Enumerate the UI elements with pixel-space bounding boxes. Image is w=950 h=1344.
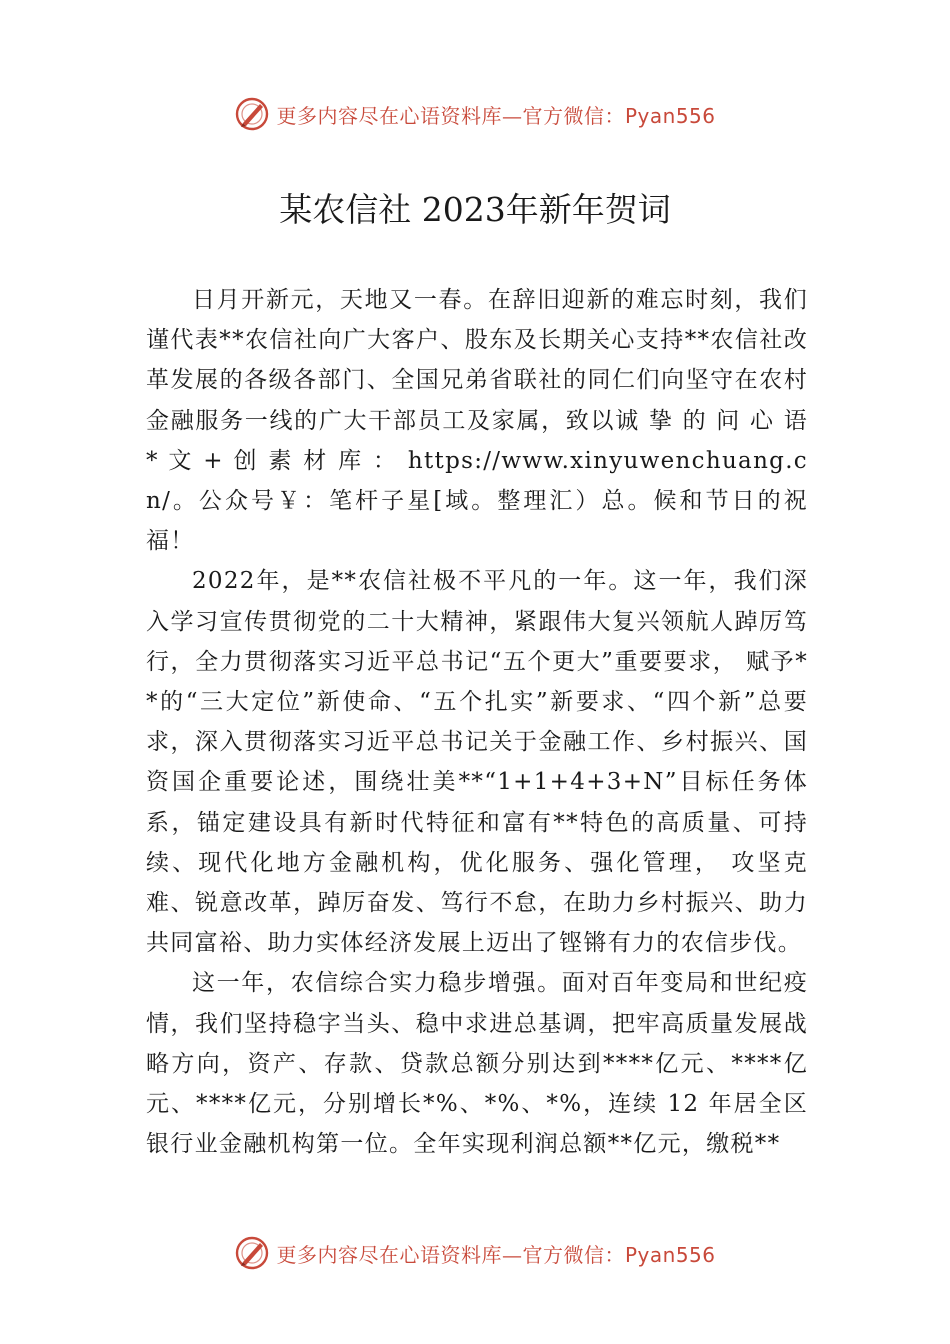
- pen-circle-logo-icon: [234, 96, 270, 132]
- pen-circle-logo-icon: [234, 1235, 270, 1271]
- banner-wechat-label: 官方微信：: [522, 1242, 625, 1267]
- banner-text: [276, 100, 715, 129]
- banner-wechat-account: Pyan556: [624, 103, 716, 128]
- document-title: 某农信社 2023年新年贺词: [279, 190, 671, 229]
- banner-slogan: 更多内容尽在心语资料库—: [276, 1242, 523, 1267]
- document-body: [146, 280, 808, 1164]
- header-watermark-banner: [0, 94, 950, 134]
- paragraph-2: 2022年，是**农信社极不平凡的一年。这一年，我们深入学习宣传贯彻党的二十大精神，紧跟伟大复兴领航人踔厉笃行，全力贯彻落实习近平总书记“五个更大”重要要求， 赋予**的“三大定位”新使命、“五个扎实”新要求、“四个新”总要求，深入贯彻落实习近平总书记关于金融工作、乡村振兴、国资国企重要论述，围绕壮美**“1+1+4+3+N”目标任务体系，锚定建设具有新时代特征和富有**特色的高质量、可持续、现代化地方金融机构，优化服务、强化管理， 攻坚克难、锐意改革，踔厉奋发、笃行不怠，在助力乡村振兴、助力共同富裕、助力实体经济发展上迈出了铿锵有力的农信步伐。: [146, 568, 808, 957]
- banner-slogan: 更多内容尽在心语资料库—: [276, 103, 523, 128]
- banner-wechat-label: 官方微信：: [522, 103, 625, 128]
- banner-text: [276, 1239, 715, 1268]
- footer-watermark-banner: [0, 1233, 950, 1273]
- paragraph-3: 这一年，农信综合实力稳步增强。面对百年变局和世纪疫情，我们坚持稳字当头、稳中求进总基调，把牢高质量发展战略方向，资产、存款、贷款总额分别达到****亿元、****亿元、****亿元，分别增长*%、*%、*%，连续 12 年居全区银行业金融机构第一位。全年实现利润总额**亿元，缴税**: [146, 970, 808, 1158]
- banner-wechat-account: Pyan556: [624, 1242, 716, 1267]
- paragraph-1: 日月开新元，天地又一春。在辞旧迎新的难忘时刻，我们谨代表**农信社向广大客户、股东及长期关心支持**农信社改革发展的各级各部门、全国兄弟省联社的同仁们向坚守在农村金融服务一线的广大干部员工及家属，致以诚 挚 的 问 心 语 * 文 + 创 素 材 库 ： https://www.xinyuwenchuang.cn/。公众号￥：笔杆子星[域。整理汇）总。候和节日的祝福！: [146, 287, 808, 555]
